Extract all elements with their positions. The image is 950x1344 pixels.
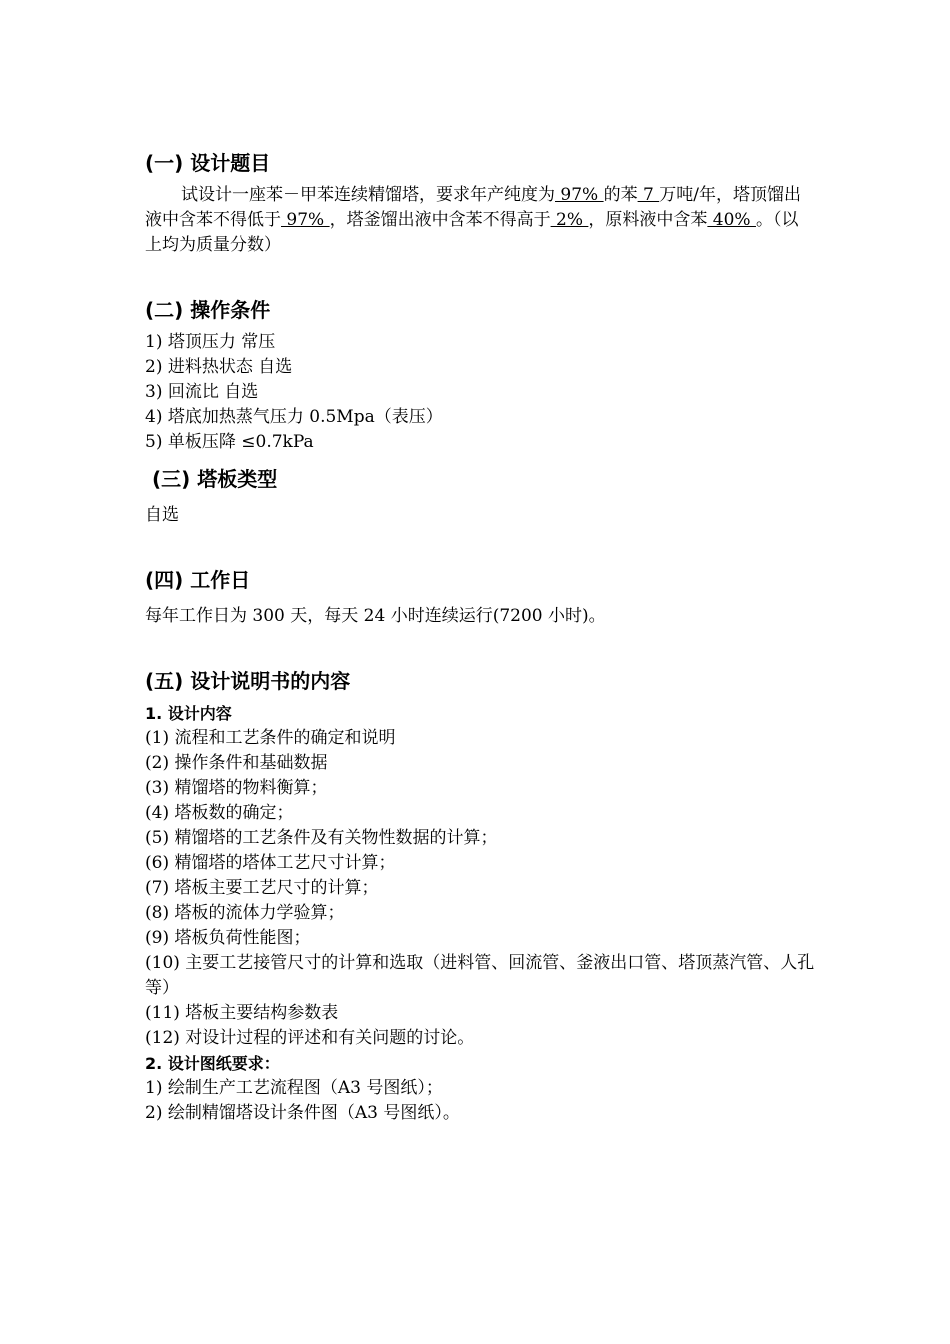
list-item: (4) 塔板数的确定； bbox=[145, 803, 294, 823]
design-content-subheading: 1. 设计内容 bbox=[145, 704, 232, 723]
para-text-3: 万吨/年，塔顶馏出液中含苯不得低于 bbox=[145, 185, 801, 230]
design-task-paragraph bbox=[145, 183, 815, 258]
tray-type-text: 自选 bbox=[145, 505, 179, 525]
section-2-heading: (二) 操作条件 bbox=[145, 298, 271, 322]
para-text-6: 。（以上均为质量分数） bbox=[145, 210, 799, 255]
annual-output-blank: 7 bbox=[637, 185, 660, 205]
list-item: (10) 主要工艺接管尺寸的计算和选取（进料管、回流管、釜液出口管、塔顶蒸汽管、人孔等） bbox=[145, 953, 815, 998]
para-text-2: 的苯 bbox=[603, 185, 638, 205]
para-text-5: ，原料液中含苯 bbox=[588, 210, 708, 230]
list-item: (8) 塔板的流体力学验算； bbox=[145, 903, 345, 923]
list-item: (2) 操作条件和基础数据 bbox=[145, 753, 328, 773]
list-item: 1) 绘制生产工艺流程图（A3 号图纸）； bbox=[145, 1078, 443, 1098]
drawing-requirements-subheading: 2. 设计图纸要求： bbox=[145, 1054, 280, 1073]
para-text-1: 试设计一座苯－甲苯连续精馏塔，要求年产纯度为 bbox=[181, 185, 555, 205]
list-item: (3) 精馏塔的物料衡算； bbox=[145, 778, 328, 798]
list-item: 1) 塔顶压力 常压 bbox=[145, 332, 276, 352]
list-item: (9) 塔板负荷性能图； bbox=[145, 928, 311, 948]
feed-composition-blank: 40% bbox=[707, 210, 756, 230]
operating-conditions-list bbox=[145, 330, 815, 455]
distillate-purity-blank: 97% bbox=[281, 210, 330, 230]
list-item: (5) 精馏塔的工艺条件及有关物性数据的计算； bbox=[145, 828, 498, 848]
list-item: (1) 流程和工艺条件的确定和说明 bbox=[145, 728, 396, 748]
drawing-requirements-list bbox=[145, 1076, 815, 1126]
list-item: 5) 单板压降 ≤0.7kPa bbox=[145, 432, 314, 452]
list-item: 2) 绘制精馏塔设计条件图（A3 号图纸）。 bbox=[145, 1103, 460, 1123]
section-5-heading: (五) 设计说明书的内容 bbox=[145, 669, 351, 693]
section-3-heading: (三) 塔板类型 bbox=[145, 467, 278, 491]
section-4-heading: (四) 工作日 bbox=[145, 568, 251, 592]
product-purity-blank: 97% bbox=[555, 185, 604, 205]
bottoms-limit-blank: 2% bbox=[550, 210, 589, 230]
list-item: 4) 塔底加热蒸气压力 0.5Mpa（表压） bbox=[145, 407, 443, 427]
section-1-heading: (一) 设计题目 bbox=[145, 151, 271, 175]
design-content-list bbox=[145, 726, 815, 1051]
document-content bbox=[145, 147, 815, 1126]
work-days-text: 每年工作日为 300 天，每天 24 小时连续运行(7200 小时)。 bbox=[145, 606, 606, 626]
list-item: 2) 进料热状态 自选 bbox=[145, 357, 293, 377]
para-text-4: ，塔釜馏出液中含苯不得高于 bbox=[329, 210, 551, 230]
list-item: 3) 回流比 自选 bbox=[145, 382, 259, 402]
list-item: (11) 塔板主要结构参数表 bbox=[145, 1003, 339, 1023]
list-item: (12) 对设计过程的评述和有关问题的讨论。 bbox=[145, 1028, 475, 1048]
list-item: (7) 塔板主要工艺尺寸的计算； bbox=[145, 878, 379, 898]
list-item: (6) 精馏塔的塔体工艺尺寸计算； bbox=[145, 853, 396, 873]
